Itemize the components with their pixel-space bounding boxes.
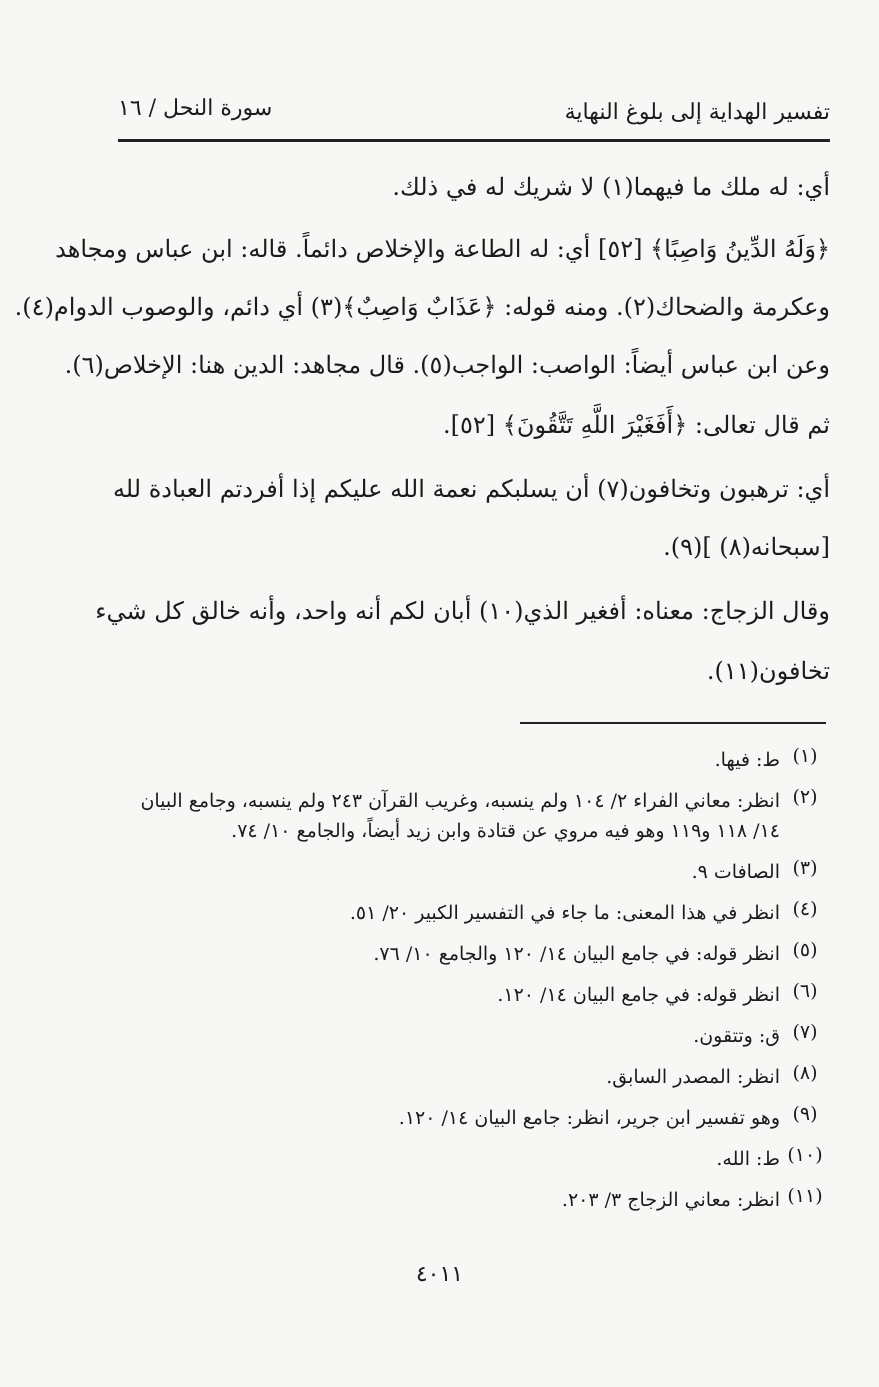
footnote-number: (١١) [787,1185,823,1207]
paragraph-4 [110,410,830,440]
footnote-line: ق: وتتقون. [693,1025,780,1047]
footnote-item [110,1062,830,1092]
footnote-text [110,745,780,775]
footnote-line: انظر قوله: في جامع البيان ١٤/ ١٢٠ والجامع ١٠/ ٧٦. [373,943,780,965]
text-line: ثم قال تعالى: ﴿أَفَغَيْرَ اللَّهِ تَتَّقُونَ﴾ [٥٢]. [443,411,830,439]
footnote-line: انظر في هذا المعنى: ما جاء في التفسير الكبير ٢٠/ ٥١. [349,902,780,924]
footnote-text [110,898,780,928]
footnote-number: (٢) [792,786,818,808]
surah-reference: سورة النحل / ١٦ [118,96,273,121]
footnote-text [110,1185,780,1215]
footnote-item [110,939,830,969]
text-line: [سبحانه(٨) ](٩). [663,533,830,561]
footnote-line: انظر قوله: في جامع البيان ١٤/ ١٢٠. [497,984,780,1006]
footnote-text [110,939,780,969]
text-line: وعكرمة والضحاك(٢). ومنه قوله: ﴿عَذَابٌ وَاصِبٌ﴾(٣) أي دائم، والوصوب الدوام(٤). [14,293,830,321]
footnote-text [110,857,780,887]
paragraph-2 [14,234,830,322]
footnote-item [110,786,830,846]
footnote-text [110,1144,780,1174]
paragraph-3 [64,350,830,380]
footnote-text [110,786,780,846]
text-line: تخافون(١١). [706,657,830,685]
footnote-line: ط: فيها. [714,749,780,771]
footnote-line: الصافات ٩. [691,861,780,883]
footnote-item [110,1021,830,1051]
footnote-number: (٥) [792,939,818,961]
footnote-line: انظر: معاني الفراء ٢/ ١٠٤ ولم ينسبه، وغريب القرآن ٢٤٣ ولم ينسبه، وجامع البيان [140,790,780,812]
footnote-line: وهو تفسير ابن جرير، انظر: جامع البيان ١٤/ ١٢٠. [398,1107,780,1129]
footnote-item [110,745,830,775]
footnote-number: (٧) [792,1021,818,1043]
footnote-number: (٨) [792,1062,818,1084]
page-number: ٤٠١١ [415,1262,464,1287]
header-divider [118,139,830,142]
paragraph-6 [95,596,830,686]
footnote-number: (٩) [792,1103,818,1125]
text-line: أي: له ملك ما فيهما(١) لا شريك له في ذلك. [392,173,830,201]
book-title: تفسير الهداية إلى بلوغ النهاية [564,100,830,125]
text-line: أي: ترهبون وتخافون(٧) أن يسلبكم نعمة الله عليكم إذا أفردتم العبادة لله [112,475,830,503]
footnote-item [110,857,830,887]
footnote-item [110,898,830,928]
page-header [108,96,830,136]
text-line: ﴿وَلَهُ الدِّينُ وَاصِبًا﴾ [٥٢] أي: له الطاعة والإخلاص دائماً. قاله: ابن عباس ومجاهد [55,235,830,263]
footnote-item [110,1185,830,1215]
footnote-item [110,1103,830,1133]
footnote-text [110,980,780,1010]
footnotes [110,745,830,1226]
paragraph-1 [110,172,830,202]
footnote-text [110,1021,780,1051]
footnote-line: ١٤/ ١١٨ و١١٩ وهو فيه مروي عن قتادة وابن زيد أيضاً، والجامع ١٠/ ٧٤. [231,820,780,842]
footnote-number: (٤) [792,898,818,920]
text-line: وقال الزجاج: معناه: أفغير الذي(١٠) أبان لكم أنه واحد، وأنه خالق كل شيء [95,597,830,625]
footnote-line: انظر: المصدر السابق. [606,1066,780,1088]
footnote-text [110,1103,780,1133]
text-line: وعن ابن عباس أيضاً: الواصب: الواجب(٥). قال مجاهد: الدين هنا: الإخلاص(٦). [64,351,830,379]
paragraph-5 [110,474,830,562]
footnote-text [110,1062,780,1092]
main-text [14,158,830,686]
footnote-line: ط: الله. [716,1148,780,1170]
footnote-line: انظر: معاني الزجاج ٣/ ٢٠٣. [561,1189,780,1211]
footnote-number: (١٠) [787,1144,823,1166]
footnote-divider [520,722,826,724]
footnote-item [110,1144,830,1174]
footnote-number: (١) [792,745,818,767]
footnote-number: (٣) [792,857,818,879]
footnote-number: (٦) [792,980,818,1002]
footnote-item [110,980,830,1010]
